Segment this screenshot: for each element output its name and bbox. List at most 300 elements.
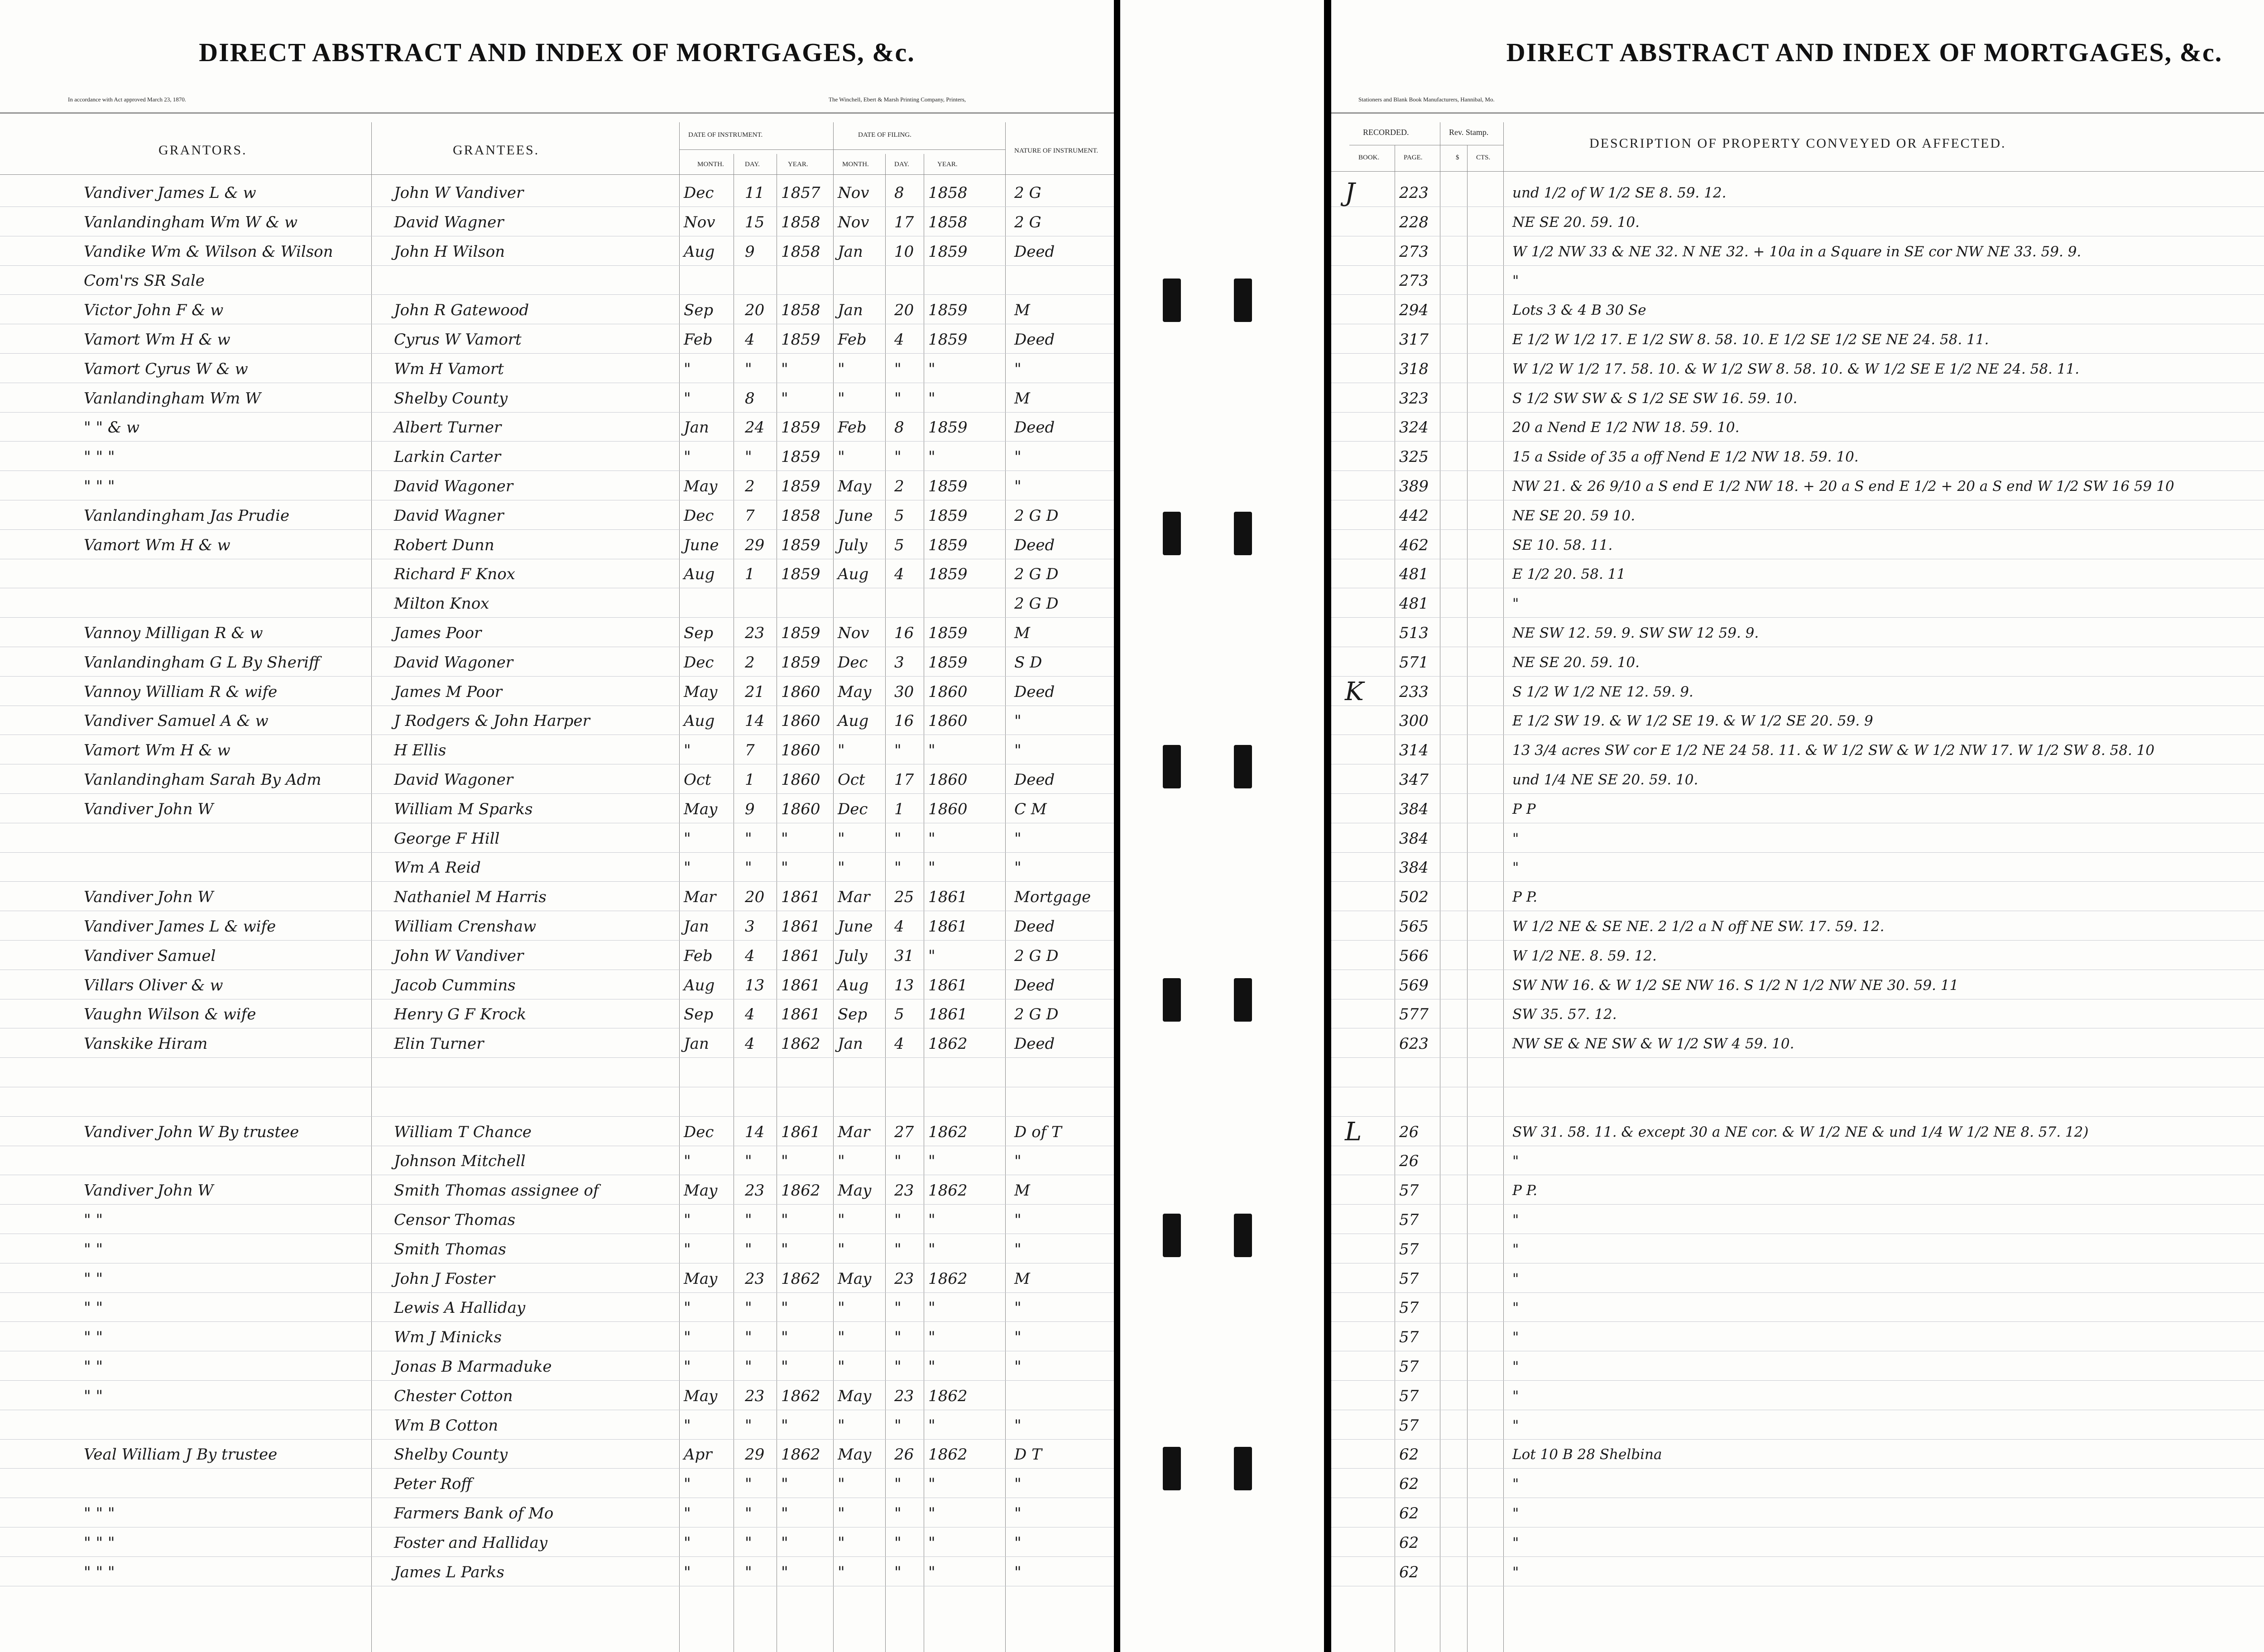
filing-day-cell: "	[894, 829, 902, 848]
filing-day-cell: "	[894, 1475, 902, 1494]
grantee-cell: Larkin Carter	[394, 448, 501, 466]
grantor-cell: Vandiver John W	[84, 800, 214, 818]
filing-month-cell: Aug	[838, 565, 869, 584]
instrument-month-cell: "	[684, 1240, 691, 1258]
table-row	[1331, 1147, 2264, 1175]
page-cell: 233	[1399, 682, 1429, 701]
filing-day-cell: 2	[894, 477, 904, 495]
i-year-header: YEAR.	[788, 161, 808, 168]
table-row	[0, 971, 1114, 999]
filing-year-cell: 1859	[928, 331, 968, 349]
description-cell: "	[1512, 860, 1519, 876]
table-row	[1331, 443, 2264, 471]
filing-year-cell: "	[928, 1152, 935, 1171]
description-cell: W 1/2 NE & SE NE. 2 1/2 a N off NE SW. 17. 59. 12.	[1512, 918, 1885, 935]
binding-hole	[1163, 279, 1181, 322]
nature-cell: D of T	[1014, 1123, 1062, 1141]
filing-day-cell: "	[894, 360, 902, 378]
nature-cell: "	[1014, 741, 1022, 760]
grantee-cell: James M Poor	[394, 682, 502, 701]
instrument-month-cell: "	[684, 859, 691, 877]
table-row	[0, 1147, 1114, 1175]
description-cell: "	[1512, 1417, 1519, 1434]
instrument-month-cell: Nov	[684, 213, 715, 231]
nature-cell: "	[1014, 1299, 1022, 1317]
filing-year-cell: 1858	[928, 184, 968, 202]
grantor-cell: " " "	[84, 1504, 115, 1522]
table-row	[1331, 1441, 2264, 1469]
grantee-cell: Farmers Bank of Mo	[394, 1504, 554, 1522]
nature-cell: M	[1014, 389, 1030, 408]
header-bottom-line	[1331, 171, 2264, 172]
instrument-month-cell: Dec	[684, 1123, 714, 1141]
instrument-year-cell: 1859	[781, 653, 820, 672]
rev-stamp-header: Rev. Stamp.	[1449, 128, 1489, 137]
instrument-month-cell: "	[684, 829, 691, 848]
filing-month-cell: "	[838, 448, 845, 466]
f-month-header: MONTH.	[842, 161, 869, 168]
instrument-year-cell: 1861	[781, 946, 820, 965]
description-cell: Lot 10 B 28 Shelbina	[1512, 1446, 1662, 1463]
table-row	[1331, 384, 2264, 413]
instrument-year-cell: "	[781, 1358, 788, 1376]
date-instrument-header: DATE OF INSTRUMENT.	[688, 131, 763, 139]
nature-cell: "	[1014, 829, 1022, 848]
table-row	[0, 619, 1114, 647]
grantor-cell: Vamort Wm H & w	[84, 741, 230, 760]
row-rule	[0, 1204, 1114, 1205]
instrument-month-cell: Aug	[684, 976, 715, 994]
page-cell: 577	[1399, 1005, 1429, 1024]
grantor-cell: Vanlandingham Wm W	[84, 389, 261, 408]
description-cell: SW NW 16. & W 1/2 SE NW 16. S 1/2 N 1/2 NW NE 30. 59. 11	[1512, 977, 1959, 994]
description-cell: "	[1512, 273, 1519, 289]
instrument-day-cell: "	[745, 1416, 752, 1435]
instrument-day-cell: 9	[745, 800, 755, 818]
filing-year-cell: "	[928, 1240, 935, 1258]
description-cell: SW 35. 57. 12.	[1512, 1006, 1617, 1023]
filing-day-cell: 10	[894, 242, 914, 261]
row-rule	[0, 1556, 1114, 1557]
page-cell: 384	[1399, 829, 1429, 848]
description-cell: "	[1512, 1241, 1519, 1258]
row-rule	[1331, 1292, 2264, 1293]
header-bottom-line	[0, 174, 1114, 175]
instrument-year-cell: 1862	[781, 1446, 820, 1464]
table-row	[0, 208, 1114, 236]
instrument-month-cell: May	[684, 682, 718, 701]
table-row	[0, 560, 1114, 588]
instrument-year-cell: 1858	[781, 213, 820, 231]
filing-year-cell: 1862	[928, 1269, 968, 1288]
page-cell: 57	[1399, 1328, 1419, 1347]
instrument-day-cell: "	[745, 1533, 752, 1552]
filing-month-cell: Aug	[838, 712, 869, 730]
instrument-day-cell: 15	[745, 213, 765, 231]
filing-month-cell: May	[838, 682, 872, 701]
nature-cell: 2 G D	[1014, 506, 1059, 525]
instrument-month-cell: "	[684, 1328, 691, 1347]
grantor-cell: Vandiver John W	[84, 888, 214, 907]
row-rule	[1331, 1321, 2264, 1322]
filing-month-cell: "	[838, 741, 845, 760]
instrument-year-cell: 1860	[781, 741, 820, 760]
nature-cell: "	[1014, 1563, 1022, 1581]
table-row	[0, 296, 1114, 324]
filing-day-cell: 1	[894, 800, 904, 818]
page-cell: 481	[1399, 565, 1429, 584]
instrument-month-cell: May	[684, 1387, 718, 1405]
binding-hole	[1234, 745, 1252, 788]
grantor-cell: Vanlandingham Jas Prudie	[84, 506, 290, 525]
grantor-cell: Vandike Wm & Wilson & Wilson	[84, 242, 333, 261]
grantee-cell: Wm H Vamort	[394, 360, 504, 378]
grantee-cell: Smith Thomas assignee of	[394, 1181, 599, 1200]
table-row	[1331, 296, 2264, 324]
row-rule	[1331, 617, 2264, 618]
table-row	[1331, 413, 2264, 442]
instrument-year-cell: "	[781, 1211, 788, 1229]
page-cell: 273	[1399, 272, 1429, 290]
nature-cell: 2 G	[1014, 213, 1041, 231]
row-rule	[1331, 852, 2264, 853]
instrument-year-cell: 1860	[781, 800, 820, 818]
cents-header: CTS.	[1476, 154, 1491, 161]
filing-day-cell: 17	[894, 213, 914, 231]
filing-day-cell: "	[894, 1211, 902, 1229]
row-rule	[1331, 1057, 2264, 1058]
grantor-cell: Villars Oliver & w	[84, 976, 223, 994]
page-cell: 26	[1399, 1123, 1419, 1141]
instrument-year-cell: 1858	[781, 242, 820, 261]
description-cell: "	[1512, 1534, 1519, 1551]
instrument-day-cell: 29	[745, 536, 765, 554]
page-cell: 294	[1399, 301, 1429, 320]
instrument-month-cell: May	[684, 1181, 718, 1200]
grantee-cell: Foster and Halliday	[394, 1533, 548, 1552]
instrument-month-cell: Sep	[684, 624, 714, 642]
instrument-year-cell: 1862	[781, 1387, 820, 1405]
table-row	[0, 1323, 1114, 1351]
table-row	[1331, 1558, 2264, 1586]
description-cell: P P	[1512, 801, 1536, 817]
date-header-divider	[679, 149, 1005, 150]
table-row	[1331, 1265, 2264, 1293]
filing-month-cell: Jan	[838, 242, 863, 261]
table-row	[1331, 560, 2264, 588]
grantee-cell: H Ellis	[394, 741, 446, 760]
table-row	[0, 1470, 1114, 1498]
table-row	[0, 1558, 1114, 1586]
row-rule	[1331, 294, 2264, 295]
table-row	[0, 1265, 1114, 1293]
instrument-month-cell: May	[684, 800, 718, 818]
nature-cell: Mortgage	[1014, 888, 1091, 907]
table-row	[1331, 1353, 2264, 1381]
description-cell: SE 10. 58. 11.	[1512, 537, 1613, 553]
table-row	[0, 1294, 1114, 1322]
grantor-cell: Vamort Wm H & w	[84, 536, 230, 554]
instrument-year-cell: 1862	[781, 1035, 820, 1053]
filing-year-cell: 1860	[928, 712, 968, 730]
filing-year-cell: "	[928, 1533, 935, 1552]
filing-day-cell: "	[894, 859, 902, 877]
table-row	[0, 854, 1114, 882]
grantor-cell: Vandiver Samuel A & w	[84, 712, 269, 730]
instrument-year-cell: "	[781, 829, 788, 848]
instrument-month-cell: "	[684, 741, 691, 760]
filing-month-cell: "	[838, 859, 845, 877]
table-row	[0, 413, 1114, 442]
instrument-month-cell: May	[684, 1269, 718, 1288]
filing-day-cell: 23	[894, 1181, 914, 1200]
filing-year-cell: 1859	[928, 536, 968, 554]
table-row	[1331, 179, 2264, 207]
grantee-cell: Wm J Minicks	[394, 1328, 502, 1347]
instrument-day-cell: 7	[745, 741, 755, 760]
filing-month-cell: "	[838, 1416, 845, 1435]
filing-month-cell: Mar	[838, 1123, 870, 1141]
grantee-cell: Jacob Cummins	[394, 976, 516, 994]
nature-cell: M	[1014, 301, 1030, 320]
instrument-month-cell: Sep	[684, 301, 714, 320]
filing-month-cell: May	[838, 1446, 872, 1464]
nature-cell: "	[1014, 1504, 1022, 1522]
table-row	[1331, 355, 2264, 383]
grantor-cell: Com'rs SR Sale	[84, 272, 205, 290]
grantor-cell: Vannoy Milligan R & w	[84, 624, 263, 642]
nature-cell: "	[1014, 1328, 1022, 1347]
grantee-cell: Elin Turner	[394, 1035, 484, 1053]
instrument-day-cell: "	[745, 1358, 752, 1376]
filing-year-cell: 1858	[928, 213, 968, 231]
instrument-day-cell: 23	[745, 1387, 765, 1405]
description-cell: SW 31. 58. 11. & except 30 a NE cor. & W 1/2 NE & und 1/4 W 1/2 NE 8. 57. 12)	[1512, 1124, 2089, 1140]
grantee-cell: Lewis A Halliday	[394, 1299, 526, 1317]
page-cell: 300	[1399, 712, 1429, 730]
table-row	[0, 1353, 1114, 1381]
filing-year-cell: "	[928, 741, 935, 760]
filing-year-cell: 1860	[928, 682, 968, 701]
filing-month-cell: Oct	[838, 771, 865, 789]
table-row	[0, 179, 1114, 207]
filing-day-cell: 23	[894, 1387, 914, 1405]
filing-year-cell: "	[928, 360, 935, 378]
filing-month-cell: "	[838, 389, 845, 408]
filing-year-cell: "	[928, 859, 935, 877]
table-row	[1331, 1000, 2264, 1028]
nature-cell: "	[1014, 477, 1022, 495]
grantee-cell: Wm B Cotton	[394, 1416, 498, 1435]
table-row	[0, 1030, 1114, 1058]
table-row	[0, 531, 1114, 559]
table-row	[0, 1206, 1114, 1234]
instrument-year-cell: 1859	[781, 418, 820, 437]
filing-year-cell: "	[928, 1416, 935, 1435]
header-rule	[0, 112, 1114, 114]
instrument-year-cell: 1859	[781, 331, 820, 349]
filing-month-cell: "	[838, 1328, 845, 1347]
binding-hole	[1234, 512, 1252, 555]
grantee-cell: Jonas B Marmaduke	[394, 1358, 552, 1376]
instrument-day-cell: "	[745, 829, 752, 848]
filing-month-cell: July	[838, 536, 868, 554]
filing-month-cell: "	[838, 360, 845, 378]
nature-cell: "	[1014, 1152, 1022, 1171]
filing-year-cell: "	[928, 1358, 935, 1376]
instrument-day-cell: 2	[745, 477, 755, 495]
filing-day-cell: 8	[894, 184, 904, 202]
table-row	[0, 1059, 1114, 1087]
description-cell: "	[1512, 1564, 1519, 1580]
grantee-cell: David Wagoner	[394, 771, 513, 789]
nature-cell: Deed	[1014, 917, 1055, 936]
instrument-month-cell: Feb	[684, 331, 713, 349]
table-row	[1331, 1059, 2264, 1087]
description-cell: "	[1512, 1505, 1519, 1522]
table-row	[1331, 912, 2264, 941]
filing-day-cell: 13	[894, 976, 914, 994]
grantor-cell: Vandiver John W	[84, 1181, 214, 1200]
page-cell: 273	[1399, 242, 1429, 261]
instrument-month-cell: Dec	[684, 653, 714, 672]
instrument-day-cell: "	[745, 1299, 752, 1317]
filing-month-cell: May	[838, 477, 872, 495]
grantee-cell: Johnson Mitchell	[394, 1152, 526, 1171]
nature-cell: 2 G D	[1014, 946, 1059, 965]
nature-cell: 2 G D	[1014, 595, 1059, 613]
instrument-year-cell: "	[781, 1533, 788, 1552]
table-row	[1331, 502, 2264, 530]
binding-hole	[1234, 279, 1252, 322]
description-cell: "	[1512, 1153, 1519, 1170]
description-cell: P P.	[1512, 1182, 1538, 1199]
grantor-cell: " " & w	[84, 418, 140, 437]
page-header: PAGE.	[1404, 154, 1423, 161]
row-rule	[1331, 1204, 2264, 1205]
filing-day-cell: 4	[894, 917, 904, 936]
filing-day-cell: 17	[894, 771, 914, 789]
filing-day-cell: 5	[894, 506, 904, 525]
instrument-month-cell: Apr	[684, 1446, 712, 1464]
grantee-cell: John J Foster	[394, 1269, 495, 1288]
filing-year-cell: "	[928, 1299, 935, 1317]
description-cell: W 1/2 W 1/2 17. 58. 10. & W 1/2 SW 8. 58. 10. & W 1/2 SE E 1/2 NE 24. 58. 11.	[1512, 360, 2080, 377]
grantee-cell: Chester Cotton	[394, 1387, 513, 1405]
binding-hole	[1234, 1447, 1252, 1490]
row-rule	[0, 676, 1114, 677]
table-row	[0, 648, 1114, 677]
grantor-cell: Vannoy William R & wife	[84, 682, 278, 701]
page-cell: 62	[1399, 1504, 1419, 1522]
table-row	[0, 1089, 1114, 1117]
instrument-year-cell: 1861	[781, 1123, 820, 1141]
nature-cell: Deed	[1014, 536, 1055, 554]
row-rule	[0, 206, 1114, 207]
table-row	[1331, 1323, 2264, 1351]
table-row	[1331, 1412, 2264, 1440]
i-month-header: MONTH.	[697, 161, 724, 168]
row-rule	[0, 940, 1114, 941]
table-row	[1331, 1470, 2264, 1498]
grantor-cell: Vandiver Samuel	[84, 946, 216, 965]
table-row	[1331, 707, 2264, 735]
page-cell: 228	[1399, 213, 1429, 231]
grantee-cell: Shelby County	[394, 389, 508, 408]
filing-year-cell: "	[928, 1563, 935, 1581]
filing-year-cell: 1862	[928, 1181, 968, 1200]
page-cell: 57	[1399, 1269, 1419, 1288]
grantee-cell: Nathaniel M Harris	[394, 888, 547, 907]
grantee-cell: Richard F Knox	[394, 565, 515, 584]
table-row	[1331, 1118, 2264, 1146]
instrument-month-cell: "	[684, 1475, 691, 1494]
instrument-year-cell: "	[781, 859, 788, 877]
gutter-shadow-right	[1324, 0, 1331, 1652]
instrument-month-cell: "	[684, 1533, 691, 1552]
instrument-year-cell: "	[781, 1299, 788, 1317]
grantee-cell: David Wagoner	[394, 653, 513, 672]
table-row	[0, 472, 1114, 500]
description-cell: E 1/2 20. 58. 11	[1512, 566, 1626, 583]
nature-cell: "	[1014, 1358, 1022, 1376]
page-cell: 57	[1399, 1211, 1419, 1229]
table-row	[0, 1441, 1114, 1469]
table-row	[1331, 208, 2264, 236]
grantee-cell: David Wagner	[394, 506, 504, 525]
filing-year-cell: 1861	[928, 888, 968, 907]
table-row	[1331, 971, 2264, 999]
nature-cell: "	[1014, 1211, 1022, 1229]
filing-year-cell: "	[928, 1504, 935, 1522]
book-header: BOOK.	[1358, 154, 1380, 161]
page-cell: 324	[1399, 418, 1429, 437]
grantee-cell: Peter Roff	[394, 1475, 472, 1494]
instrument-month-cell: June	[684, 536, 719, 554]
binding-hole	[1163, 512, 1181, 555]
filing-day-cell: 3	[894, 653, 904, 672]
grantee-cell: James L Parks	[394, 1563, 504, 1581]
table-row	[0, 883, 1114, 911]
page-cell: 442	[1399, 506, 1429, 525]
description-cell: "	[1512, 1476, 1519, 1493]
page-cell: 389	[1399, 477, 1429, 495]
filing-year-cell: 1861	[928, 1005, 968, 1024]
table-row	[1331, 238, 2264, 266]
grantee-cell: Robert Dunn	[394, 536, 494, 554]
page-cell: 325	[1399, 448, 1429, 466]
instrument-day-cell: 11	[745, 184, 765, 202]
grantee-cell: Henry G F Krock	[394, 1005, 527, 1024]
nature-cell: 2 G D	[1014, 1005, 1059, 1024]
filing-day-cell: 4	[894, 565, 904, 584]
instrument-year-cell: 1859	[781, 536, 820, 554]
row-rule	[0, 852, 1114, 853]
instrument-day-cell: "	[745, 1504, 752, 1522]
filing-day-cell: "	[894, 389, 902, 408]
instrument-day-cell: 8	[745, 389, 755, 408]
nature-cell: Deed	[1014, 771, 1055, 789]
page-cell: 384	[1399, 800, 1429, 818]
grantee-cell: James Poor	[394, 624, 482, 642]
row-rule	[0, 793, 1114, 794]
filing-day-cell: 5	[894, 536, 904, 554]
grantor-cell: " " "	[84, 1533, 115, 1552]
row-rule	[1331, 940, 2264, 941]
instrument-day-cell: 23	[745, 1181, 765, 1200]
instrument-month-cell: Aug	[684, 565, 715, 584]
instrument-day-cell: "	[745, 1152, 752, 1171]
